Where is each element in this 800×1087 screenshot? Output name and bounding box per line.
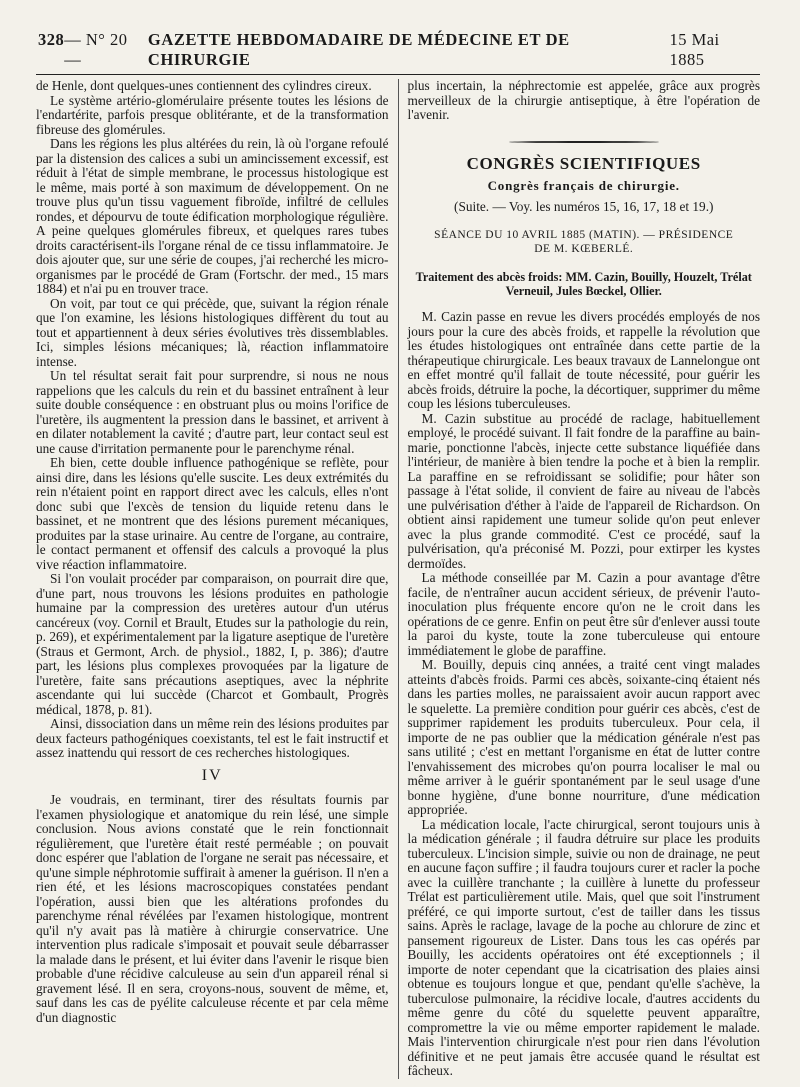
paragraph: Un tel résultat serait fait pour surprendre, si nous ne nous rappelions que les calculs du rein et du bassinet entraînent à leur suite double conséquence : en obstruant plus ou moins l'orifice de l'uretère, ils augmentent la pression dans le bassinet, et arrivent à en dilater notablement la cavité ; d'autre part, leur contact seul est une cause d'irritation permanente pour le parenchyme rénal. — [36, 368, 389, 456]
seance-heading — [408, 228, 761, 256]
section-title: CONGRÈS SCIENTIFIQUES — [466, 153, 701, 173]
paragraph: Dans les régions les plus altérées du rein, là où l'organe refoulé par la distension des calices a subi un amincissement excessif, est réduit à l'état de simple membrane, le processus histologique est le même, mais porté à son maximum de développement. On ne trouve plus qu'un tissu vaguement fibroïde, infiltré de cellules rondes, et dépourvu de toute édification morphologique régulière. A peine quelques glomérules fibreux, et quelques rares tubes droits caractérisent-ils l'organe rénal de ce tissu inflammatoire. Je dois ajouter que, sur une série de coupes, j'ai recherché les micro-organismes par le procédé de Gram (Fortschr. der med., 15 mars 1884) et n'ai pu en trouver trace. — [36, 136, 389, 296]
left-column — [36, 79, 398, 1079]
paragraph: On voit, par tout ce qui précède, que, suivant la région rénale que l'on examine, les lésions histologiques diffèrent du tout au tout et appartiennent à deux séries évolutives très dissemblables. Ici, simples lésions mécaniques; là, réaction inflammatoire intense. — [36, 295, 389, 369]
section-numeral: IV — [201, 766, 223, 784]
page-number: 328 — [38, 30, 65, 49]
section-divider — [408, 141, 761, 143]
paragraph: La médication locale, l'acte chirurgical, seront toujours unis à la médication générale ; il faudra détruire sur place les produits tuberculeux. L'incision simple, suivie ou non de drainage, ne peut en aucune façon suffire ; il faudra toujours curer et racler la poche avec la cuillère tranchante ; la cuillère à lunette du professeur Trélat est particulièrement utile. Mais, quel que soit l'instrument préféré, ce qui importe surtout, c'est de tailler dans les tissus sains. Après le raclage, lavage de la poche au chlorure de zinc et pansement rigoureux de Lister. Dans tous les cas opérés par Bouilly, les accidents opératoires ont été exceptionnels ; il importe de noter cependant que la cicatrisation des plaies ainsi obtenue es toujours longue et que, pendant qu'elle s'achève, la tuberculose pulmonaire, la récidive locale, d'autres accidents du même genre du côté du squelette peuvent apparaître, compromettre la vie ou même emporter rapidement le malade. Mais l'intervention chirurgicale n'est pour rien dans l'évolution définitive et ne peut jamais être accusée quand le résultat est fâcheux. — [407, 816, 760, 1078]
suite-note: (Suite. — Voy. les numéros 15, 16, 17, 18 et 19.) — [454, 198, 714, 214]
journal-title: GAZETTE HEBDOMADAIRE DE MÉDECINE ET DE CHIRURGIE — [147, 30, 570, 69]
paragraph: Le système artério-glomérulaire présente toutes les lésions de l'endartérite, parfois presque oblitérante, et de la transformation fibreuse des glomérules. — [36, 92, 389, 137]
issue-number: — N° 20 — — [64, 30, 128, 69]
paragraph: Ainsi, dissociation dans un même rein des lésions produites par deux facteurs pathogéniques coexistants, tel est le fait instructif et assez inattendu qui ressort de ces recherches histologiques. — [36, 716, 389, 760]
paragraph: de Henle, dont quelques-unes contiennent des cylindres cireux. — [36, 78, 372, 93]
page-header — [36, 30, 760, 75]
paragraph: M. Bouilly, depuis cinq années, a traité cent vingt malades atteints d'abcès froids. Parmi ces abcès, soixante-cinq étaient nés dans les parties molles, ne paraissaient avoir aucun rapport avec le squelette. La première condition pour guérir ces abcès, c'est de supprimer rapidement les produits tuberculeux. Pour cela, il importe de ne pas oublier que la médication générale n'est pas sans utilité ; c'est en mettant l'organisme en état de lutter contre l'envahissement des microbes qu'on pourra localiser le mal ou même arriver à le guérir spontanément par le seul usage d'une bonne hygiène, d'une bonne nourriture, d'une médication appropriée. — [407, 657, 760, 817]
paragraph: M. Cazin passe en revue les divers procédés employés de nos jours pour la cure des abcès froids, et rappelle la révolution que les études histologiques ont entraînée dans cette partie de la thérapeutique chirurgicale. Les beaux travaux de Lannelongue ont en effet montré qu'il fallait de toute nécessité, pour guérir les abcès froids, détruire la poche, la décortiquer, supprimer du même coup les lésions tuberculeuses. — [407, 309, 760, 411]
seance-line: SÉANCE DU 10 AVRIL 1885 (MATIN). — PRÉSIDENCE — [434, 229, 734, 241]
section-subtitle: Congrès français de chirurgie. — [487, 178, 680, 193]
paragraph: Eh bien, cette double influence pathogénique se reflète, pour ainsi dire, dans les lésions qu'elle suscite. Les deux extrémités du rein n'étaient point en rapport direct avec les calculs, elles n'ont donc subi que l'excès de tension du liquide retenu dans le bassinet, et ne montrent que des lésions purement mécaniques, produites par la stase urinaire. Au centre de l'organe, au contraire, le contact permanent et offensif des calculs a provoqué la plus vive réaction inflammatoire. — [36, 455, 389, 572]
topic-heading: Traitement des abcès froids: MM. Cazin, Bouilly, Houzelt, Trélat Verneuil, Jules Bœckel, Ollier. — [415, 270, 752, 298]
paragraph: Je voudrais, en terminant, tirer des résultats fournis par l'examen physiologique et anatomique du rein lésé, une simple conclusion. Nous avions constaté que le rein fonctionnait régulièrement, que l'uretère était resté perméable ; on pouvait donc espérer que l'ablation de l'organe ne serait pas nécessaire, et qu'une simple néphrotomie suffirait à amener la guérison. Il n'en a rien été, et les lésions macroscopiques constatées pendant l'opération, aussi bien que les altérations profondes du parenchyme rénal révélées par l'examen histologique, montrent qu'il n'y avait pas là matière à chirurgie conservatrice. Une intervention plus radicale s'imposait et pouvait seule débarrasser la malade dans le présent, et lui éviter dans l'avenir le risque bien probable d'une récidive calculeuse au sein d'un appareil rénal si gravement lésé. Il en sera, croyons-nous, souvent de même, et, sauf dans les cas de pyélite calculeuse récente et par cela même d'un diagnostic — [36, 792, 389, 1025]
seance-line: DE M. KŒBERLÉ. — [534, 243, 634, 255]
right-column — [398, 79, 761, 1079]
paragraph: La méthode conseillée par M. Cazin a pour avantage d'être facile, de n'entraîner aucun accident sérieux, de prévenir l'auto-inoculation plus fréquente encore qu'on ne le croit dans les opérations de ce genre. Enfin on peut être sûr d'enlever aussi toute la paroi du kyste, toute la zone tuberculeuse qui entoure immédiatement le globe de paraffine. — [407, 570, 760, 658]
paragraph: M. Cazin substitue au procédé de raclage, habituellement employé, le procédé suivant. Il fait fondre de la paraffine au bain-marie, ponctionne l'abcès, injecte cette substance liquéfiée dans l'intérieur, de manière à bien tendre la poche et à bien la remplir. La paraffine en se refroidissant se solidifie; pour hâter son passage à l'état solide, il convient de faire au niveau de l'abcès une pulvérisation d'éther à l'aide de l'appareil de Richardson. On obtient ainsi rapidement une tumeur solide qu'on peut enlever avec la plus grande commodité. C'est ce procédé, sauf la pulvérisation, qu'a préconisé M. Pozzi, pour extirper les kystes dermoïdes. — [407, 410, 760, 571]
paragraph: Si l'on voulait procéder par comparaison, on pourrait dire que, d'une part, nous trouvons les lésions produites en pathologie humaine par la compression des uretères autour d'un utérus cancéreux (voy. Cornil et Brault, Etudes sur la pathologie du rein, p. 269), et expérimentalement par la ligature aseptique de l'uretère (Straus et Germont, Arch. de physiol., 1882, I, p. 386); d'autre part, les lésions plus complexes provoquées par la ligature de l'uretère, faite sans précautions aseptiques, avec la néphrite ascendante qui lui succède (Charcot et Gombault, Progrès médical, 1878, p. 81). — [36, 571, 389, 717]
paragraph: plus incertain, la néphrectomie est appelée, grâce aux progrès merveilleux de la chirurgie antiseptique, à être l'opération de l'avenir. — [407, 78, 760, 122]
issue-date: 15 Mai 1885 — [669, 30, 720, 69]
article-columns — [36, 79, 760, 1079]
